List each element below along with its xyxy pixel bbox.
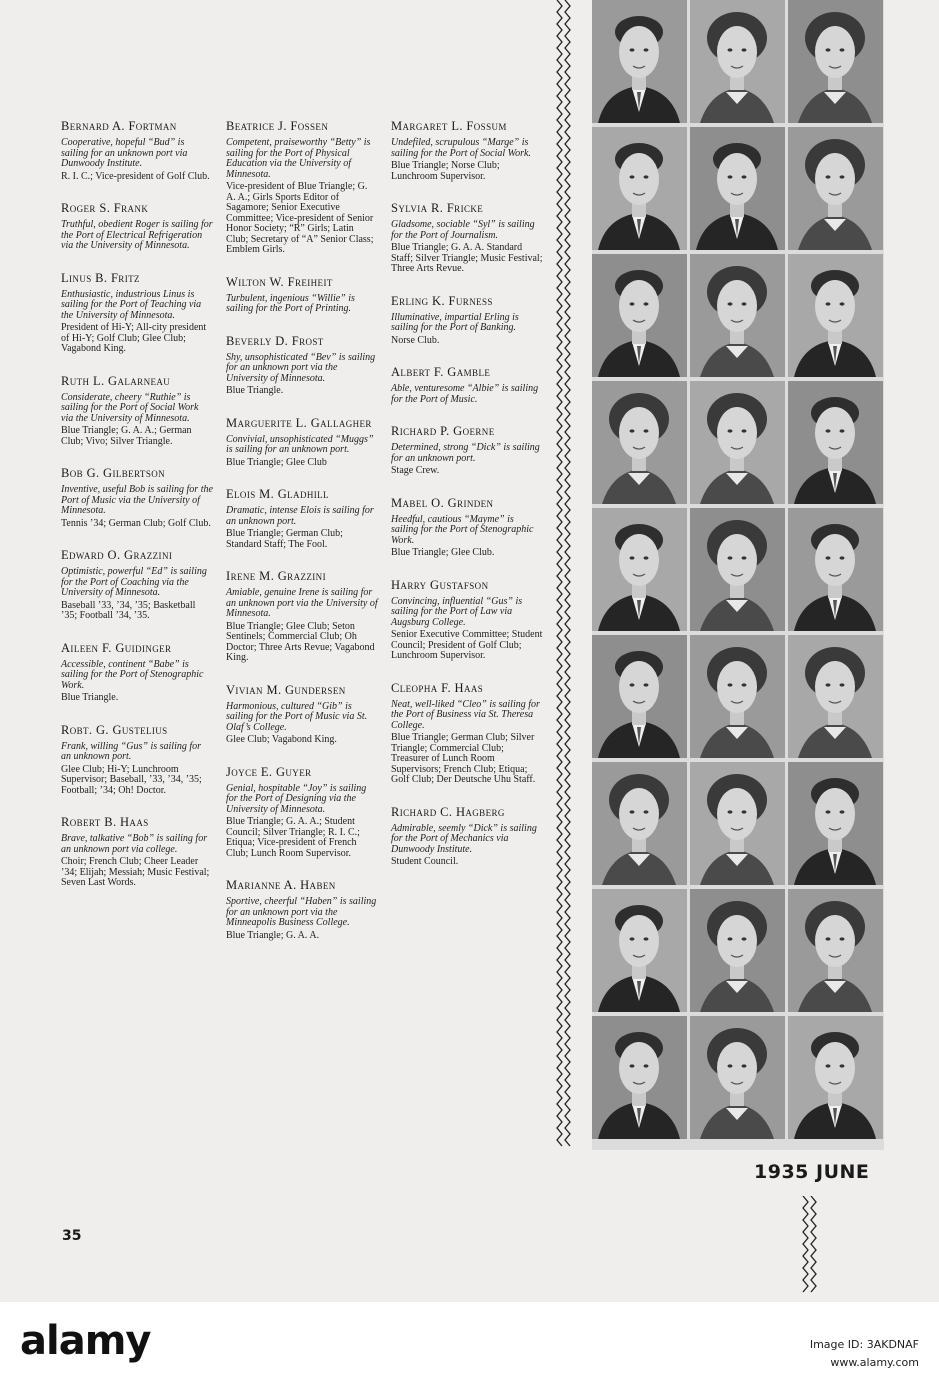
senior-entry — [391, 293, 543, 347]
student-name: Beverly D. Frost — [226, 333, 324, 348]
student-activities: President of Hi-Y; All-city president of Hi-Y; Golf Club; Glee Club; Vagabond King. — [61, 322, 207, 354]
student-activities: Blue Triangle. — [226, 385, 284, 396]
portrait-photo — [788, 0, 883, 123]
student-portrait — [788, 508, 883, 631]
student-activities: Blue Triangle. — [61, 692, 119, 703]
portrait-photo — [592, 1016, 687, 1139]
student-name: Margaret L. Fossum — [391, 119, 507, 133]
zigzag-border-bottom — [797, 1196, 823, 1296]
student-name: Mabel O. Grinden — [391, 495, 494, 510]
student-portrait — [788, 127, 883, 250]
senior-entry — [391, 804, 543, 868]
student-name: Vivian M. Gundersen — [226, 682, 346, 697]
student-description: Considerate, cheery “Ruthie” is sailing for the Port of Social Work via the University of Minnesota. — [61, 391, 199, 424]
senior-entry — [391, 118, 543, 182]
student-description: Able, venturesome “Albie” is sailing for the Port of Music. — [391, 383, 539, 405]
student-activities: Baseball ’33, ’34, ’35; Basketball ’35; Football ’34, ’35. — [61, 599, 196, 621]
senior-entry — [226, 568, 378, 664]
senior-entry — [61, 640, 213, 704]
senior-entry — [226, 118, 378, 256]
student-name: Robert B. Haas — [61, 815, 149, 829]
student-description: Illuminative, impartial Erling is sailing for the Port of Banking. — [391, 311, 519, 333]
student-portrait — [592, 127, 687, 250]
student-name: Edward O. Grazzini — [61, 548, 173, 562]
student-description: Optimistic, powerful “Ed” is sailing for the Port of Coaching via the University of Minnesota. — [61, 566, 207, 598]
portrait-photo — [788, 635, 883, 758]
portrait-photo — [690, 635, 785, 758]
student-description: Determined, strong “Dick” is sailing for an unknown port. — [391, 442, 540, 464]
student-activities: Norse Club. — [391, 334, 440, 346]
student-activities: Blue Triangle; German Club; Standard Staff; The Fool. — [226, 528, 343, 550]
student-portrait — [592, 381, 687, 504]
portrait-photo — [690, 1016, 785, 1139]
student-portrait — [592, 762, 687, 885]
image-id-label: Image ID: 3AKDNAF — [809, 1338, 919, 1351]
portrait-photo — [690, 508, 785, 631]
student-name: Richard P. Goerne — [391, 424, 495, 438]
column-2 — [226, 118, 378, 959]
student-name: Linus B. Fritz — [61, 270, 140, 285]
student-name: Beatrice J. Fossen — [226, 119, 329, 133]
student-portrait — [592, 254, 687, 377]
student-portrait — [690, 127, 785, 250]
student-name: Harry Gustafson — [391, 577, 489, 592]
student-name: Elois M. Gladhill — [226, 487, 329, 501]
student-activities: Blue Triangle; Glee Club; Seton Sentinels; Commercial Club; Oh Doctor; Three Arts Revue; Vagabond King. — [226, 620, 375, 663]
student-activities: R. I. C.; Vice-president of Golf Club. — [61, 170, 210, 182]
senior-entry — [391, 200, 543, 275]
student-description: Amiable, genuine Irene is sailing for an unknown port via the University of Minnesota. — [226, 587, 378, 619]
student-name: Wilton W. Freiheit — [226, 274, 333, 289]
student-activities: Stage Crew. — [391, 465, 440, 476]
student-portrait — [788, 635, 883, 758]
student-name: Bob G. Gilbertson — [61, 466, 166, 480]
student-description: Genial, hospitable “Joy” is sailing for the Port of Designing via the University of Minnesota. — [226, 782, 367, 815]
student-name: Marianne A. Haben — [226, 878, 336, 892]
footer-meta — [810, 1336, 919, 1372]
class-label: 1935 JUNE — [754, 1161, 870, 1183]
portrait-photo — [690, 381, 785, 504]
senior-entry — [61, 270, 213, 355]
student-portrait — [788, 381, 883, 504]
student-portrait — [592, 0, 687, 123]
senior-entry — [226, 486, 378, 550]
student-description: Truthful, obedient Roger is sailing for the Port of Electrical Refrigeration via the University of Minnesota. — [61, 219, 213, 251]
portrait-photo — [592, 889, 687, 1012]
student-activities: Vice-president of Blue Triangle; G. A. A.; Girls Sports Editor of Sagamore; Senior Executive Committee; Vice-president of Senior Honor Society; “R” Girls; Latin Club; Secretary of “A” Senior Class; Emblem Girls. — [226, 181, 374, 255]
student-description: Enthusiastic, industrious Linus is sailing for the Port of Teaching via the University of Minnesota. — [61, 288, 202, 321]
student-description: Undefiled, scrupulous “Marge” is sailing for the Port of Social Work. — [391, 137, 531, 159]
student-name: Robt. G. Gustelius — [61, 722, 168, 737]
student-description: Competent, praiseworthy “Betty” is sailing for the Port of Physical Education via the University of Minnesota. — [226, 137, 371, 180]
column-1 — [61, 118, 213, 907]
student-activities: Blue Triangle; G. A. A. Standard Staff; Silver Triangle; Music Festival; Three Arts Revue. — [391, 242, 543, 274]
student-description: Accessible, continent “Babe” is sailing for the Port of Stenographic Work. — [61, 658, 204, 691]
senior-entry — [226, 274, 378, 315]
student-portrait — [690, 762, 785, 885]
student-description: Turbulent, ingenious “Willie” is sailing for the Port of Printing. — [226, 292, 355, 314]
student-description: Admirable, seemly “Dick” is sailing for the Port of Mechanics via Dunwoody Institute. — [391, 822, 537, 855]
portrait-photo — [592, 254, 687, 377]
senior-entry — [391, 364, 543, 405]
student-description: Dramatic, intense Elois is sailing for an unknown port. — [226, 505, 374, 527]
student-name: Joyce E. Guyer — [226, 764, 312, 779]
student-description: Convincing, influential “Gus” is sailing for the Port of Law via Augsburg College. — [391, 595, 523, 628]
portrait-photo — [690, 254, 785, 377]
senior-entry — [391, 495, 543, 559]
student-description: Cooperative, hopeful “Bud” is sailing for an unknown port via Dunwoody Institute. — [61, 137, 188, 169]
senior-entry — [391, 680, 543, 786]
senior-entry — [61, 373, 213, 448]
student-activities: Blue Triangle; Norse Club; Lunchroom Supervisor. — [391, 160, 500, 182]
senior-entry — [61, 722, 213, 797]
student-activities: Blue Triangle; Glee Club. — [391, 547, 495, 558]
column-3 — [391, 118, 543, 886]
student-name: Aileen F. Guidinger — [61, 640, 172, 655]
site-url: www.alamy.com — [830, 1356, 919, 1369]
student-description: Inventive, useful Bob is sailing for the Port of Music via the University of Minnesota. — [61, 484, 213, 516]
student-activities: Choir; French Club; Cheer Leader ’34; Elijah; Messiah; Music Festival; Seven Last Words. — [61, 856, 210, 888]
student-name: Irene M. Grazzini — [226, 569, 326, 583]
senior-entry — [226, 682, 378, 746]
student-activities: Blue Triangle; G. A. A.; German Club; Vivo; Silver Triangle. — [61, 425, 192, 447]
senior-entry — [391, 577, 543, 662]
student-description: Convivial, unsophisticated “Muggs” is sailing for an unknown port. — [226, 433, 374, 455]
student-name: Bernard A. Fortman — [61, 119, 177, 133]
portrait-photo — [788, 381, 883, 504]
student-activities: Senior Executive Committee; Student Council; President of Golf Club; Lunchroom Supervisor. — [391, 629, 543, 661]
senior-entry — [61, 465, 213, 529]
student-activities: Blue Triangle; German Club; Silver Triangle; Commercial Club; Treasurer of Lunch Room Supervisors; French Club; Etiqua; Golf Club; Der Deutsche Uhu Staff. — [391, 732, 536, 785]
student-description: Brave, talkative “Bob” is sailing for an unknown port via college. — [61, 833, 208, 855]
portrait-photo — [690, 127, 785, 250]
student-activities: Glee Club; Vagabond King. — [226, 734, 337, 745]
senior-entry — [226, 764, 378, 860]
portrait-grid — [592, 0, 884, 1150]
student-description: Gladsome, sociable “Syl” is sailing for the Port of Journalism. — [391, 219, 535, 241]
student-description: Heedful, cautious “Mayme” is sailing for the Port of Stenographic Work. — [391, 513, 534, 546]
portrait-photo — [788, 889, 883, 1012]
page-number: 35 — [62, 1228, 82, 1244]
student-name: Marguerite L. Gallagher — [226, 415, 372, 430]
student-portrait — [690, 635, 785, 758]
student-portrait — [690, 889, 785, 1012]
student-portrait — [788, 889, 883, 1012]
student-portrait — [690, 1016, 785, 1139]
student-portrait — [788, 1016, 883, 1139]
student-name: Richard C. Hagberg — [391, 804, 505, 819]
student-activities: Tennis ’34; German Club; Golf Club. — [61, 517, 211, 529]
student-activities: Blue Triangle; G. A. A.; Student Council; Silver Triangle; R. I. C.; Etiqua; Vice-president of French Club; Lunch Room Supervisor. — [226, 816, 360, 859]
student-name: Cleopha F. Haas — [391, 680, 484, 695]
senior-entry — [391, 423, 543, 477]
student-description: Sportive, cheerful “Haben” is sailing for an unknown port via the Minneapolis Business College. — [226, 896, 377, 928]
portrait-photo — [788, 1016, 883, 1139]
portrait-photo — [592, 508, 687, 631]
portrait-photo — [592, 635, 687, 758]
portrait-photo — [592, 381, 687, 504]
student-description: Neat, well-liked “Cleo” is sailing for the Port of Business via St. Theresa College. — [391, 698, 540, 731]
senior-entry — [226, 877, 378, 941]
senior-entry — [61, 547, 213, 622]
student-description: Harmonious, cultured “Gib” is sailing for the Port of Music via St. Olaf’s College. — [226, 700, 368, 733]
student-activities: Glee Club; Hi-Y; Lunchroom Supervisor; Baseball, ’33, ’34, ’35; Football; ’34; Oh! Doctor. — [61, 763, 202, 796]
student-name: Albert F. Gamble — [391, 365, 491, 379]
student-activities: Blue Triangle; G. A. A. — [226, 929, 320, 941]
portrait-photo — [788, 762, 883, 885]
portrait-photo — [788, 127, 883, 250]
student-portrait — [592, 635, 687, 758]
student-portrait — [788, 254, 883, 377]
student-name: Erling K. Furness — [391, 293, 493, 308]
student-description: Shy, unsophisticated “Bev” is sailing for an unknown port via the University of Minnesota. — [226, 351, 376, 384]
alamy-logo: alamy — [20, 1318, 151, 1364]
portrait-photo — [788, 508, 883, 631]
portrait-photo — [690, 762, 785, 885]
student-portrait — [690, 381, 785, 504]
student-portrait — [592, 508, 687, 631]
student-portrait — [592, 889, 687, 1012]
student-name: Ruth L. Galarneau — [61, 373, 171, 388]
student-description: Frank, willing “Gus” is sailing for an unknown port. — [61, 740, 202, 762]
portrait-photo — [592, 762, 687, 885]
senior-entry — [226, 415, 378, 469]
zigzag-border-top — [551, 0, 577, 1150]
student-portrait — [788, 762, 883, 885]
student-activities: Blue Triangle; Glee Club — [226, 456, 327, 468]
student-activities: Student Council. — [391, 856, 459, 867]
student-portrait — [690, 508, 785, 631]
portrait-photo — [592, 127, 687, 250]
student-name: Sylvia R. Fricke — [391, 201, 484, 215]
senior-entry — [61, 200, 213, 252]
portrait-photo — [788, 254, 883, 377]
senior-entry — [61, 814, 213, 889]
senior-entry — [61, 118, 213, 182]
portrait-photo — [690, 0, 785, 123]
portrait-photo — [690, 889, 785, 1012]
student-portrait — [788, 0, 883, 123]
student-name: Roger S. Frank — [61, 201, 149, 215]
student-portrait — [690, 0, 785, 123]
student-portrait — [592, 1016, 687, 1139]
senior-entry — [226, 333, 378, 397]
student-portrait — [690, 254, 785, 377]
portrait-photo — [592, 0, 687, 123]
